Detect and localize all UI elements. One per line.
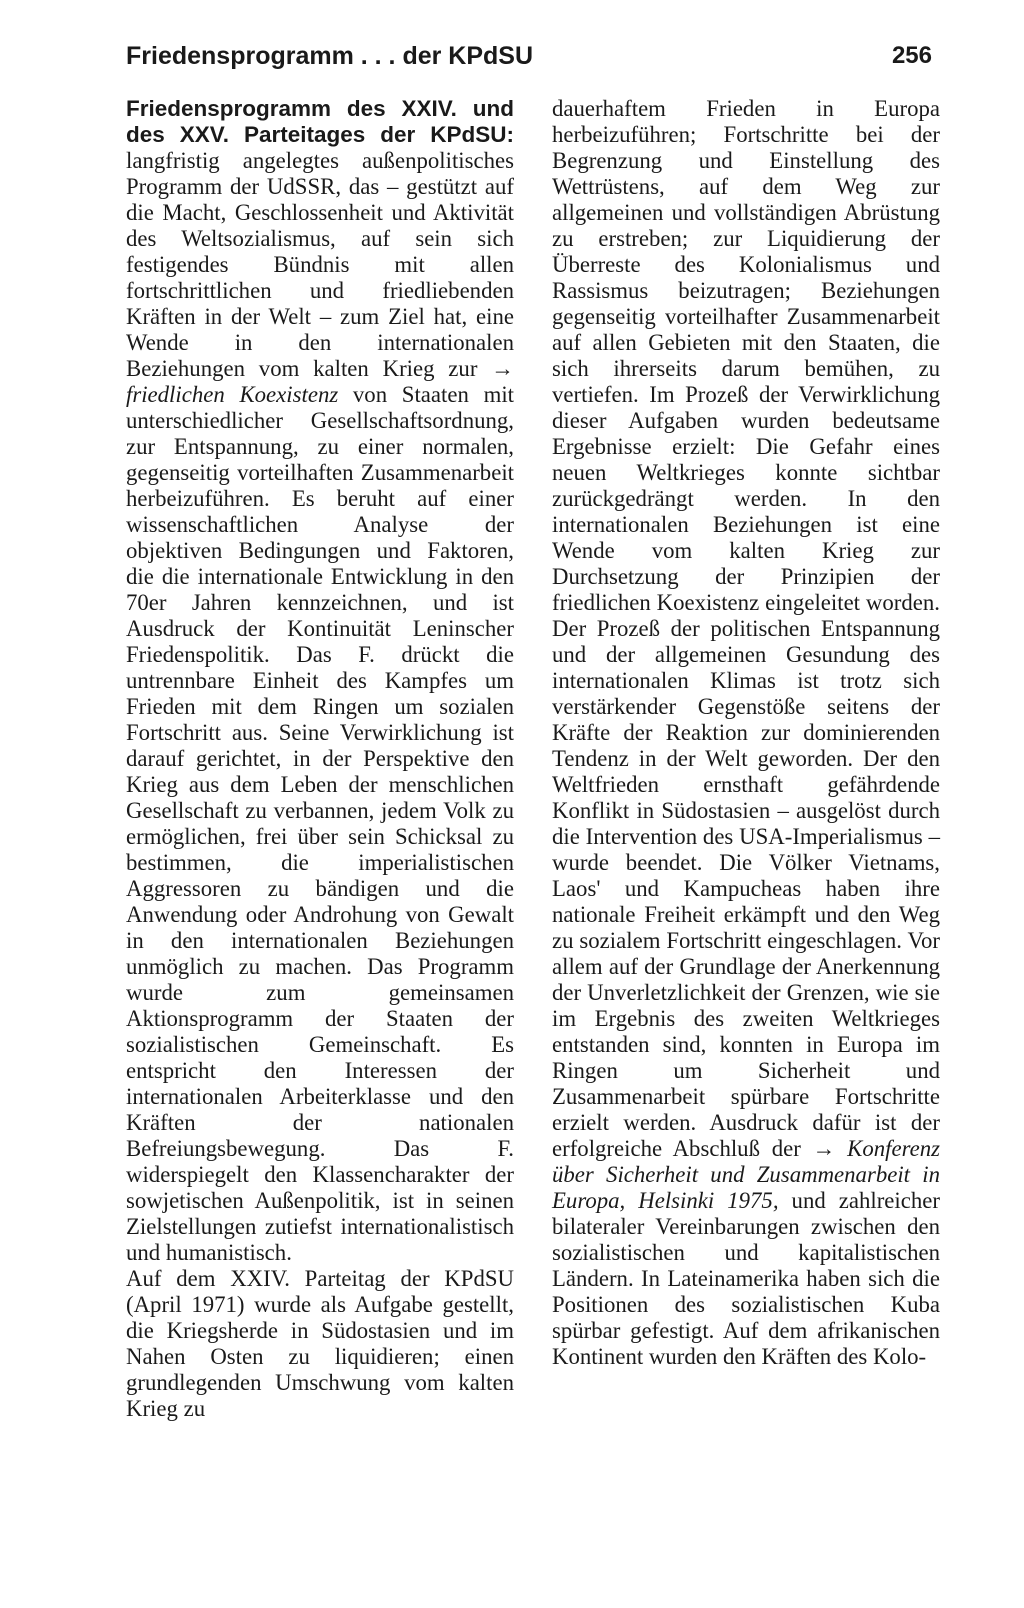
- cross-reference-arrow: →: [491, 356, 514, 381]
- right-text-1a: dauerhaftem Frieden in Europa herbeizuführen; Fortschritte bei der Begrenzung und Einstellung des Wettrüstens, auf dem Weg zur allgemeinen und vollständigen Abrüstung zu erstreben; zur Liquidierung der Überreste des Kolonialismus und Rassismus beizutragen; Beziehungen gegenseitig vorteilhafter Zusammenarbeit auf allen Gebieten mit den Staaten, die sich ihrerseits darum bemühen, zu vertiefen. Im Prozeß der Verwirklichung dieser Aufgaben wurden bedeutsame Ergebnisse erzielt: Die Gefahr eines neuen Weltkrieges konnte sichtbar zurückgedrängt werden. In den internationalen Beziehungen ist eine Wende vom kalten Krieg zur Durchsetzung der Prinzipien der friedlichen Koexistenz eingeleitet worden. Der Prozeß der politischen Entspannung und der allgemeinen Gesundung des internationalen Klimas ist trotz sich verstärkender Gegenstöße seitens der Kräfte der Reaktion zur dominierenden Tendenz in der Welt geworden. Der den Weltfrieden ernsthaft gefährdende Konflikt in Südostasien – ausgelöst durch die Intervention des USA-Imperialismus – wurde beendet. Die Völker Vietnams, Laos' und Kampucheas haben ihre nationale Freiheit erkämpft und den Weg zu sozialem Fortschritt eingeschlagen. Vor allem auf der Grundlage der Anerkennung der Unverletzlichkeit der Grenzen, wie sie im Ergebnis des zweiten Weltkrieges entstanden sind, konnten in Europa im Ringen um Sicherheit und Zusammenarbeit spürbare Fortschritte erzielt werden. Ausdruck dafür ist der erfolgreiche Abschluß der: [552, 96, 940, 1161]
- cross-reference-link[interactable]: Konferenz über Sicherheit und Zusammenarbeit in Europa, Helsinki 1975,: [552, 1136, 940, 1213]
- page-header: [126, 36, 932, 76]
- left-paragraph-2: Auf dem XXIV. Parteitag der KPdSU (April 1971) wurde als Aufgabe gestellt, die Kriegsherde in Südostasien und im Nahen Osten zu liquidieren; einen grundlegenden Umschwung vom kalten Krieg zu: [126, 1266, 514, 1421]
- left-text-1a: langfristig angelegtes außenpolitisches Programm der UdSSR, das – gestützt auf die Macht, Geschlossenheit und Aktivität des Weltsozialismus, auf sein sich festigendes Bündnis mit allen fortschrittlichen und friedliebenden Kräften in der Welt – zum Ziel hat, eine Wende in den internationalen Beziehungen vom kalten Krieg zur: [126, 148, 514, 381]
- right-paragraph: [552, 96, 940, 1370]
- entry-paragraph: [126, 96, 514, 1266]
- page-number: 256: [891, 42, 932, 69]
- cross-reference-arrow: →: [812, 1136, 836, 1161]
- left-text-1b: von Staaten mit unterschiedlicher Gesellschaftsordnung, zur Entspannung, zu einer normalen, gegenseitig vorteilhaften Zusammenarbeit herbeizuführen. Es beruht auf einer wissenschaftlichen Analyse der objektiven Bedingungen und Faktoren, die die internationale Entwicklung in den 70er Jahren kennzeichnen, und ist Ausdruck der Kontinuität Leninscher Friedenspolitik. Das F. drückt die untrennbare Einheit des Kampfes um Frieden mit dem Ringen um sozialen Fortschritt aus. Seine Verwirklichung ist darauf gerichtet, in der Perspektive den Krieg aus dem Leben der menschlichen Gesellschaft zu verbannen, jedem Volk zu ermöglichen, frei über sein Schicksal zu bestimmen, die imperialistischen Aggressoren zu bändigen und die Anwendung oder Androhung von Gewalt in den internationalen Beziehungen unmöglich zu machen. Das Programm wurde zum gemeinsamen Aktionsprogramm der Staaten der sozialistischen Gemeinschaft. Es entspricht den Interessen der internationalen Arbeiterklasse und den Kräften der nationalen Befreiungsbewegung. Das F. widerspiegelt den Klassencharakter der sowjetischen Außenpolitik, ist in seinen Zielstellungen zutiefst internationalistisch und humanistisch.: [126, 382, 514, 1265]
- cross-reference-link[interactable]: friedlichen Koexistenz: [126, 382, 339, 407]
- left-column: [126, 96, 514, 1422]
- running-head: Friedensprogramm . . . der KPdSU: [126, 41, 534, 70]
- entry-title: Friedensprogramm des XXIV. und des XXV. Parteitages der KPdSU:: [126, 96, 514, 147]
- right-text-1b: und zahlreicher bilateraler Vereinbarungen zwischen den sozialistischen und kapitalistischen Ländern. In Lateinamerika haben sich die Positionen des sozialistischen Kuba spürbar gefestigt. Auf dem afrikanischen Kontinent wurden den Kräften des Kolo-: [552, 1188, 940, 1369]
- right-column: [552, 96, 940, 1370]
